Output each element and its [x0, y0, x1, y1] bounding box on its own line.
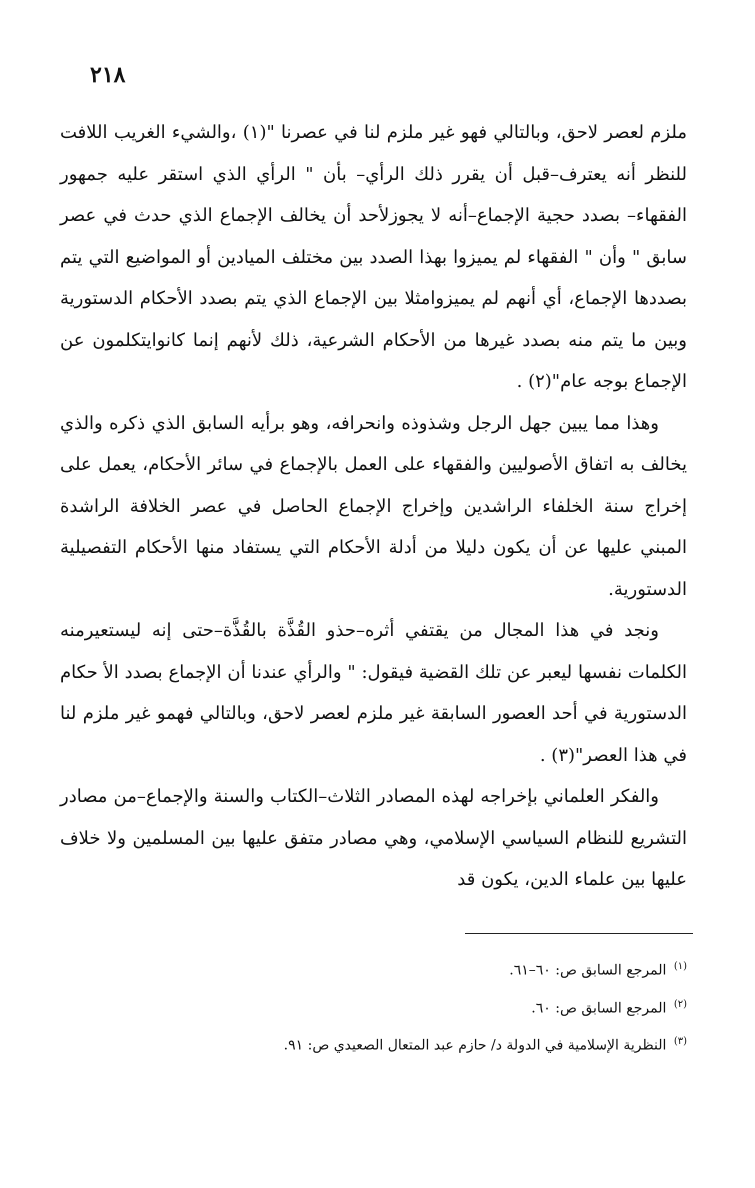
paragraph-1: ملزم لعصر لاحق، وبالتالي فهو غير ملزم لنا في عصرنا "(١) ،والشيء الغريب اللافت للنظر أنه يعترف–قبل أن يقرر ذلك الرأي– بأن " الرأي الذي استقر عليه جمهور الفقهاء– بصدد حجية الإجماع–أنه لا يجوزلأحد أن يخالف الإجماع الذي حدث في عصر سابق " وأن " الفقهاء لم يميزوا بهذا الصدد بين مختلف الميادين أو المواضيع التي يتم بصددها الإجماع، أي أنهم لم يميزوامثلا بين الإجماع الذي يتم بصدد الأحكام الدستورية وبين ما يتم منه بصدد غيرها من الأحكام الشرعية، ذلك لأنهم إنما كانوايتكلمون عن الإجماع بوجه عام"(٢) . — [60, 122, 687, 392]
paragraph-3: ونجد في هذا المجال من يقتفي أثره–حذو القُذَّة بالقُذَّة–حتى إنه ليستعيرمنه الكلمات نفسها ليعبر عن تلك القضية فيقول: " والرأي عندنا أن الإجماع بصدد الأ حكام الدستورية في أحد العصور السابقة غير ملزم لعصر لاحق، وبالتالي فهمو غير ملزم لنا في هذا العصر"(٣) . — [60, 620, 687, 766]
footnote — [60, 1025, 687, 1063]
footnote — [60, 988, 687, 1026]
footnote-text: النظرية الإسلامية في الدولة د/ حازم عبد المتعال الصعيدي ص: ٩١. — [283, 1037, 667, 1054]
footnote — [60, 950, 687, 988]
footnote-divider — [465, 933, 693, 934]
page-number: ٢١٨ — [90, 62, 126, 88]
footnote-marker: (١) — [673, 961, 687, 972]
footnote-text: المرجع السابق ص: ٦٠–٦١. — [509, 962, 667, 979]
body-text — [60, 112, 687, 901]
footnote-text: المرجع السابق ص: ٦٠. — [531, 1000, 667, 1017]
paragraph-2: وهذا مما يبين جهل الرجل وشذوذه وانحرافه، وهو برأيه السابق الذي ذكره والذي يخالف به اتفاق الأصوليين والفقهاء على العمل بالإجماع في سائر الأحكام، يعمل على إخراج سنة الخلفاء الراشدين وإخراج الإجماع الحاصل في عصر الخلافة الراشدة المبني عليها عن أن يكون دليلا من أدلة الأحكام التي يستفاد منها الأحكام التفصيلية الدستورية. — [60, 412, 687, 600]
footnote-marker: (٣) — [673, 1036, 687, 1048]
footnote-marker: (٢) — [673, 998, 687, 1010]
footnotes — [60, 950, 687, 1063]
paragraph-4: والفكر العلماني بإخراجه لهذه المصادر الثلاث–الكتاب والسنة والإجماع–من مصادر التشريع للنظام السياسي الإسلامي، وهي مصادر متفق عليها بين المسلمين ولا خلاف عليها بين علماء الدين، يكون قد — [60, 786, 687, 890]
